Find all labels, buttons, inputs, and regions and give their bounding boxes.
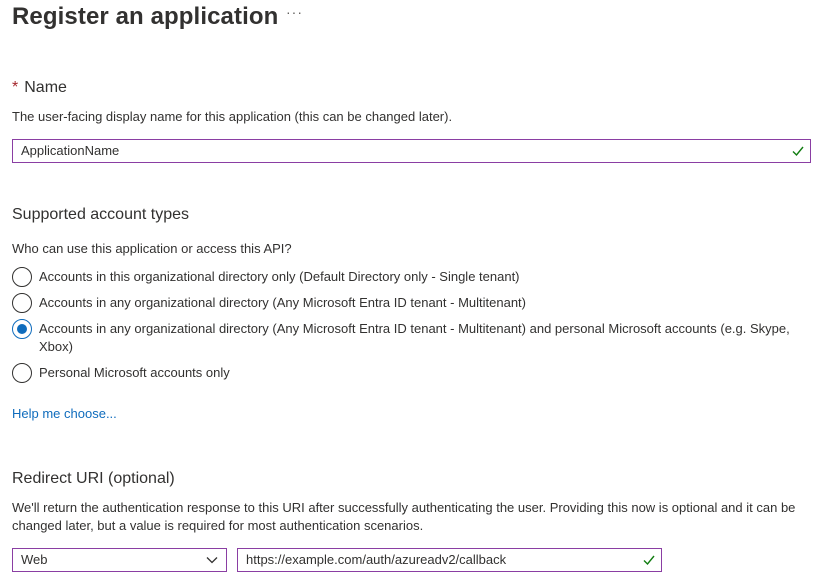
redirect-uri-heading: Redirect URI (optional) bbox=[12, 470, 175, 487]
checkmark-icon bbox=[792, 145, 804, 157]
radio-option-single-tenant[interactable] bbox=[12, 268, 809, 287]
radio-label: Accounts in this organizational directory only (Default Directory only - Single tenant) bbox=[39, 269, 520, 284]
account-types-heading: Supported account types bbox=[12, 206, 190, 223]
chevron-down-icon bbox=[206, 555, 218, 565]
page-title: Register an application bbox=[12, 3, 279, 30]
radio-option-personal-only[interactable] bbox=[12, 364, 809, 383]
checkmark-icon bbox=[643, 554, 655, 566]
platform-select-value: Web bbox=[21, 552, 48, 567]
required-indicator: * bbox=[12, 79, 19, 96]
redirect-uri-description: We'll return the authentication response to this URI after successfully authenticating the user. Providing this now is optional and it can be changed later, but a value is required for most authentication scenarios. bbox=[12, 500, 796, 533]
radio-label: Accounts in any organizational directory (Any Microsoft Entra ID tenant - Multitenant) bbox=[39, 295, 526, 310]
help-me-choose-link[interactable]: Help me choose... bbox=[12, 406, 117, 421]
redirect-uri-input[interactable] bbox=[237, 548, 662, 572]
radio-button-selected[interactable] bbox=[12, 319, 32, 339]
name-description: The user-facing display name for this application (this can be changed later). bbox=[12, 109, 453, 124]
redirect-uri-value: https://example.com/auth/azureadv2/callback bbox=[246, 552, 507, 567]
radio-label: Accounts in any organizational directory (Any Microsoft Entra ID tenant - Multitenant) and personal Microsoft accounts (e.g. Skype, Xbox) bbox=[39, 321, 790, 354]
radio-label: Personal Microsoft accounts only bbox=[39, 365, 230, 380]
radio-option-multitenant-personal[interactable] bbox=[12, 320, 809, 356]
more-options-button[interactable]: ··· bbox=[286, 4, 303, 20]
account-types-question: Who can use this application or access this API? bbox=[12, 241, 292, 256]
radio-option-multitenant[interactable] bbox=[12, 294, 809, 313]
name-heading-label: Name bbox=[24, 79, 67, 96]
application-name-value: ApplicationName bbox=[21, 143, 120, 158]
radio-button[interactable] bbox=[12, 267, 32, 287]
radio-button[interactable] bbox=[12, 293, 32, 313]
platform-select[interactable] bbox=[12, 548, 227, 572]
application-name-input[interactable] bbox=[12, 139, 811, 163]
name-heading bbox=[12, 79, 67, 97]
radio-button[interactable] bbox=[12, 363, 32, 383]
